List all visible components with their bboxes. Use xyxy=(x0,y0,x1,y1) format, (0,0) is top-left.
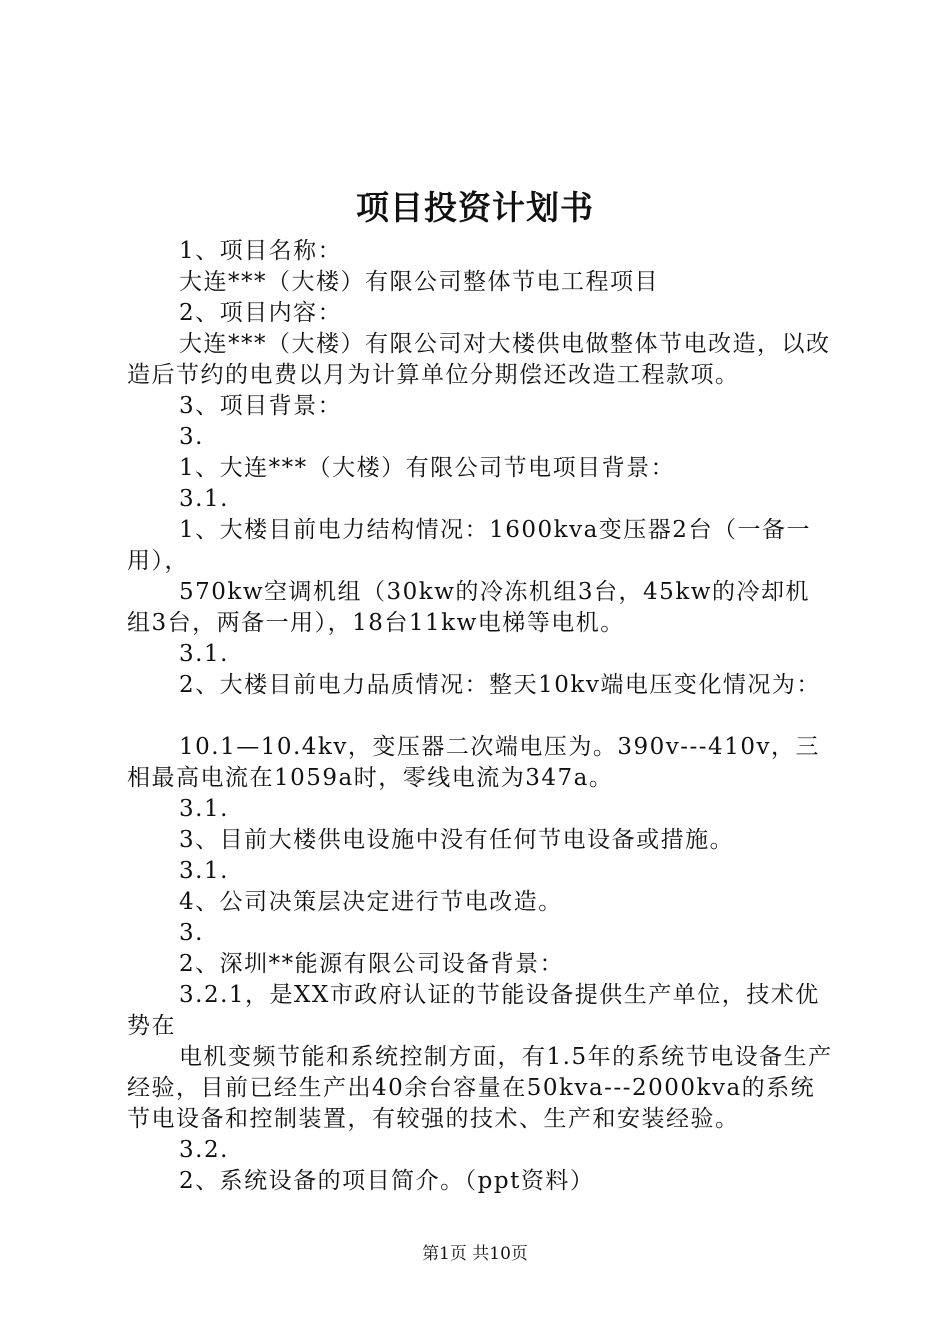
paragraph: 大连***（大楼）有限公司对大楼供电做整体节电改造，以改造后节约的电费以月为计算单位分期偿还改造工程款项。 xyxy=(127,331,831,388)
paragraph: 3.1. xyxy=(179,796,229,822)
page-title: 项目投资计划书 xyxy=(356,188,594,227)
paragraph: 3. xyxy=(179,920,204,946)
paragraph: 2、系统设备的项目简介。（ppt资料） xyxy=(179,1168,595,1194)
paragraph: 电机变频节能和系统控制方面，有1.5年的系统节电设备生产经验，目前已经生产出40余台容量在50kva---2000kva的系统节电设备和控制装置，有较强的技术、生产和安装经验。 xyxy=(127,1044,833,1132)
paragraph: 1、大楼目前电力结构情况：1600kva变压器2台（一备一用）， xyxy=(127,517,811,574)
paragraph: 570kw空调机组（30kw的冷冻机组3台，45kw的冷却机组3台，两备一用），18台11kw电梯等电机。 xyxy=(127,579,810,636)
paragraph: 3.2.1，是XX市政府认证的节能设备提供生产单位，技术优势在 xyxy=(127,982,820,1039)
paragraph: 3.1. xyxy=(179,858,229,884)
paragraph: 2、项目内容： xyxy=(179,300,343,326)
paragraph: 3. xyxy=(179,424,204,450)
paragraph: 大连***（大楼）有限公司整体节电工程项目 xyxy=(179,269,659,295)
paragraph: 3.2. xyxy=(179,1137,229,1163)
paragraph: 3.1. xyxy=(179,486,229,512)
paragraph: 2、深圳**能源有限公司设备背景： xyxy=(179,951,565,977)
paragraph: 1、项目名称： xyxy=(179,238,343,264)
paragraph: 10.1—10.4kv，变压器二次端电压为。390v---410v，三相最高电流在1059a时，零线电流为347a。 xyxy=(127,734,820,791)
paragraph: 3.1. xyxy=(179,641,229,667)
paragraph: 3、目前大楼供电设施中没有任何节电设备或措施。 xyxy=(179,827,735,853)
document-body xyxy=(127,236,833,1197)
paragraph: 2、大楼目前电力品质情况：整天10kv端电压变化情况为： xyxy=(179,672,821,698)
page-footer: 第1页 共10页 xyxy=(422,1244,528,1264)
paragraph: 4、公司决策层决定进行节电改造。 xyxy=(179,889,563,915)
paragraph: 1、大连***（大楼）有限公司节电项目背景： xyxy=(179,455,676,481)
paragraph: 3、项目背景： xyxy=(179,393,343,419)
